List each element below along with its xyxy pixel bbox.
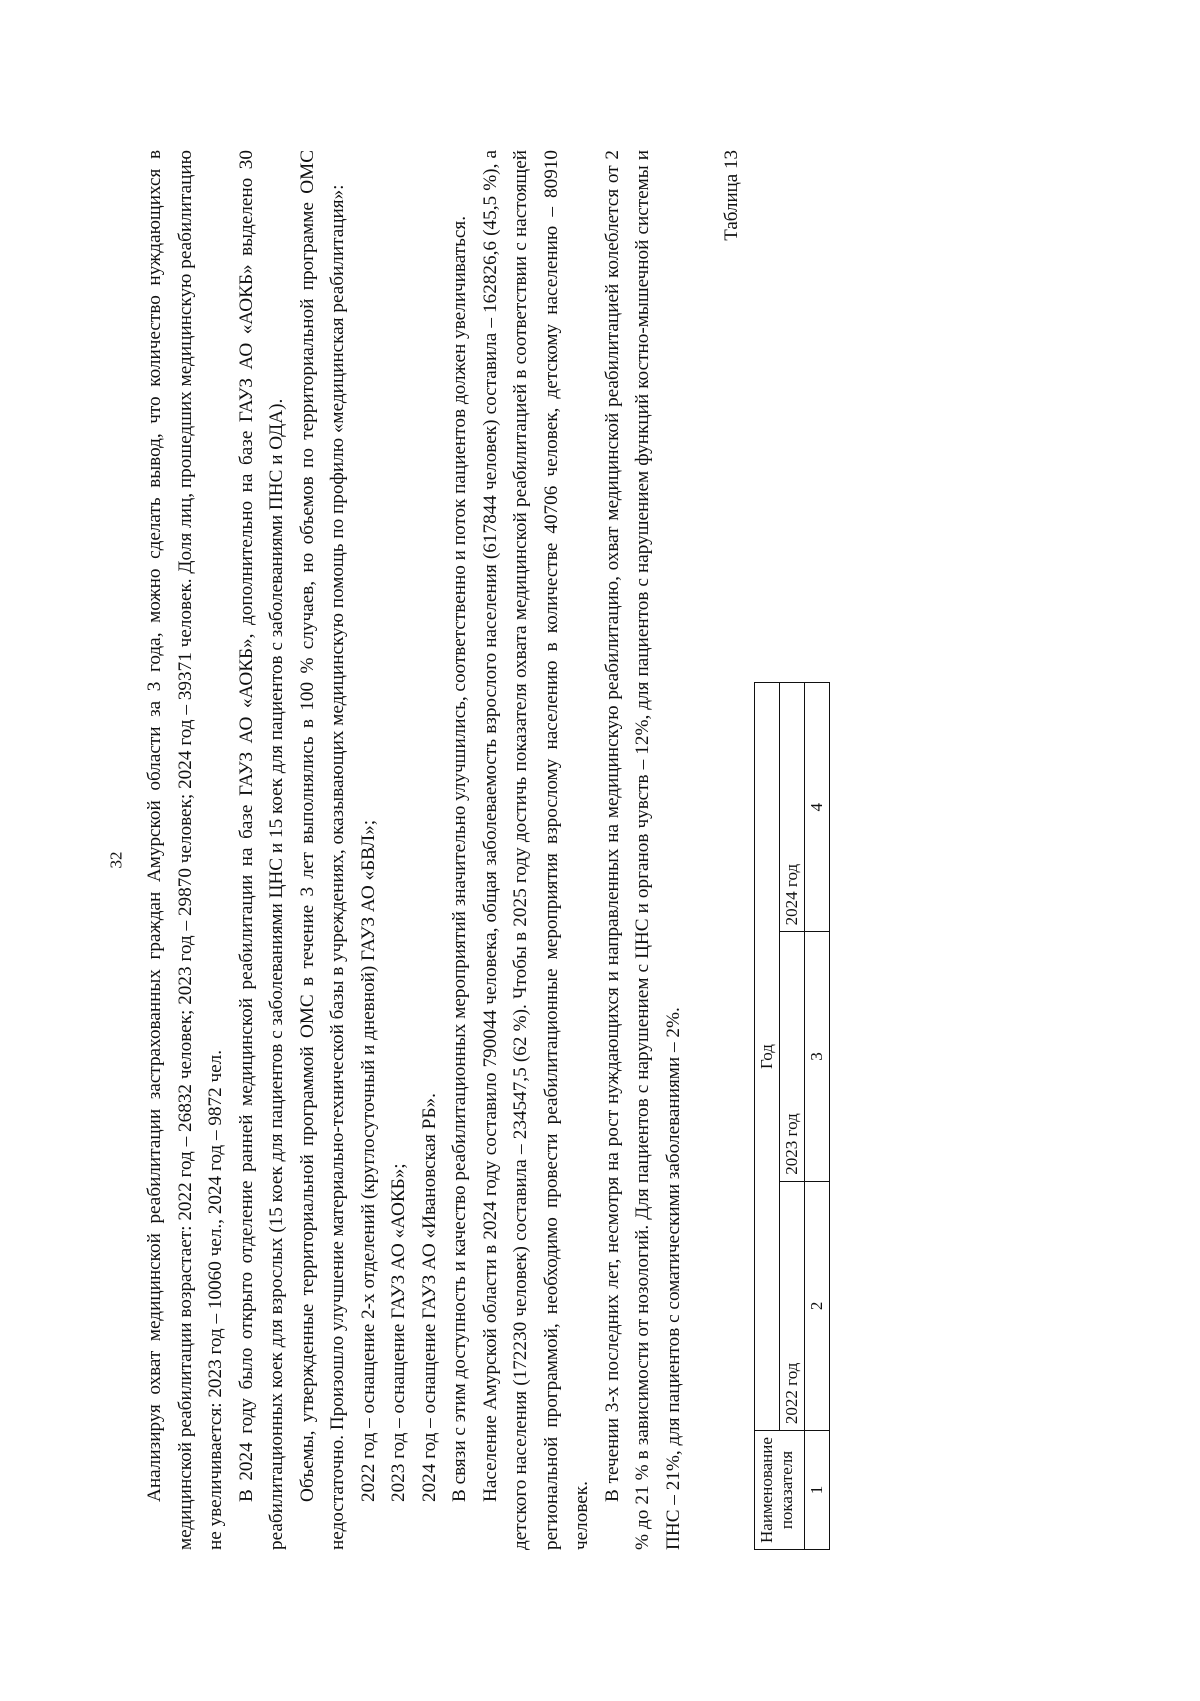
table-caption: Таблица 13 <box>721 150 742 241</box>
paragraph: В 2024 году было открыто отделение ранней медицинской реабилитации на базе ГАУЗ АО «АОКБ», дополнительно на базе ГАУЗ АО «АОКБ» выделено 30 реабилитационных коек для взрослых (15 коек для пациентов с заболеваниями ЦНС и 15 коек для пациентов с заболеваниями ПНС и ОДА). <box>235 150 287 1550</box>
header-year-group: Год <box>754 683 779 1431</box>
column-number: 1 <box>804 1431 829 1550</box>
column-number: 4 <box>804 683 829 932</box>
paragraph: В связи с этим доступность и качество реабилитационных мероприятий значительно улучшились, соответственно и поток пациентов должен увеличиваться. <box>449 215 470 1502</box>
table-year-row <box>779 683 804 1550</box>
header-year: 2023 год <box>779 932 804 1181</box>
paragraph: Население Амурской области в 2024 году составило 790044 человека, общая заболеваемость взрослого населения (617844 человек) составила – 162826,6 (45,5 %), а детского населения (172230 человек) составила – 234547,5 (62 %). Чтобы в 2025 году достичь показателя охвата медицинской реабилитацией в соответствии с настоящей региональной программой, необходимо провести реабилитационные мероприятия взрослому населению в количестве 40706 человек, детскому населению – 80910 человек. <box>479 150 592 1550</box>
page-number: 32 <box>106 851 126 869</box>
header-name: Наименование показателя <box>754 1431 804 1550</box>
paragraph: В течении 3-х последних лет, несмотря на рост нуждающихся и направленных на медицинскую реабилитацию, охват медицинской реабилитацией колеблется от 2 % до 21 % в зависимости от нозологий. Для пациентов с нарушением с ЦНС и органов чувств – 12%, для пациентов с нарушением функций костно-мышечной системы и ПНС – 21%, для пациентов с соматическими заболеваниями – 2%. <box>601 150 684 1550</box>
column-number: 3 <box>804 932 829 1181</box>
document-body <box>140 150 830 1550</box>
rotated-page-content <box>140 150 1020 1550</box>
indicator-table <box>754 682 830 1550</box>
table-numbering-row <box>804 683 829 1550</box>
list-item: 2022 год – оснащение 2-х отделений (круглосуточный и дневной) ГАУЗ АО «БВЛ»; <box>357 819 379 1502</box>
table-header-row <box>754 683 779 1550</box>
list-item: 2023 год – оснащение ГАУЗ АО «АОКБ»; <box>388 1163 409 1502</box>
header-year: 2022 год <box>779 1181 804 1430</box>
column-number: 2 <box>804 1181 829 1430</box>
paragraph: Анализируя охват медицинской реабилитации застрахованных граждан Амурской области за 3 года, можно сделать вывод, что количество нуждающихся в медицинской реабилитации возрастает: 2022 год – 26832 человек; 2023 год – 29870 человек; 2024 год – 39371 человек. Доля лиц, прошедших медицинскую реабилитацию не увеличивается: 2023 год – 10060 чел., 2024 год – 9872 чел. <box>144 150 226 1550</box>
header-year: 2024 год <box>779 683 804 932</box>
paragraph: Объемы, утвержденные территориальной программой ОМС в течение 3 лет выполнялись в 100 % случаев, но объемов по территориальной программе ОМС недостаточно. Произошло улучшение материально-технической базы в учреждениях, оказывающих медицинскую помощь по профилю «медицинская реабилитация»: <box>296 150 348 1550</box>
list-item: 2024 год – оснащение ГАУЗ АО «Ивановская РБ». <box>418 1093 440 1502</box>
